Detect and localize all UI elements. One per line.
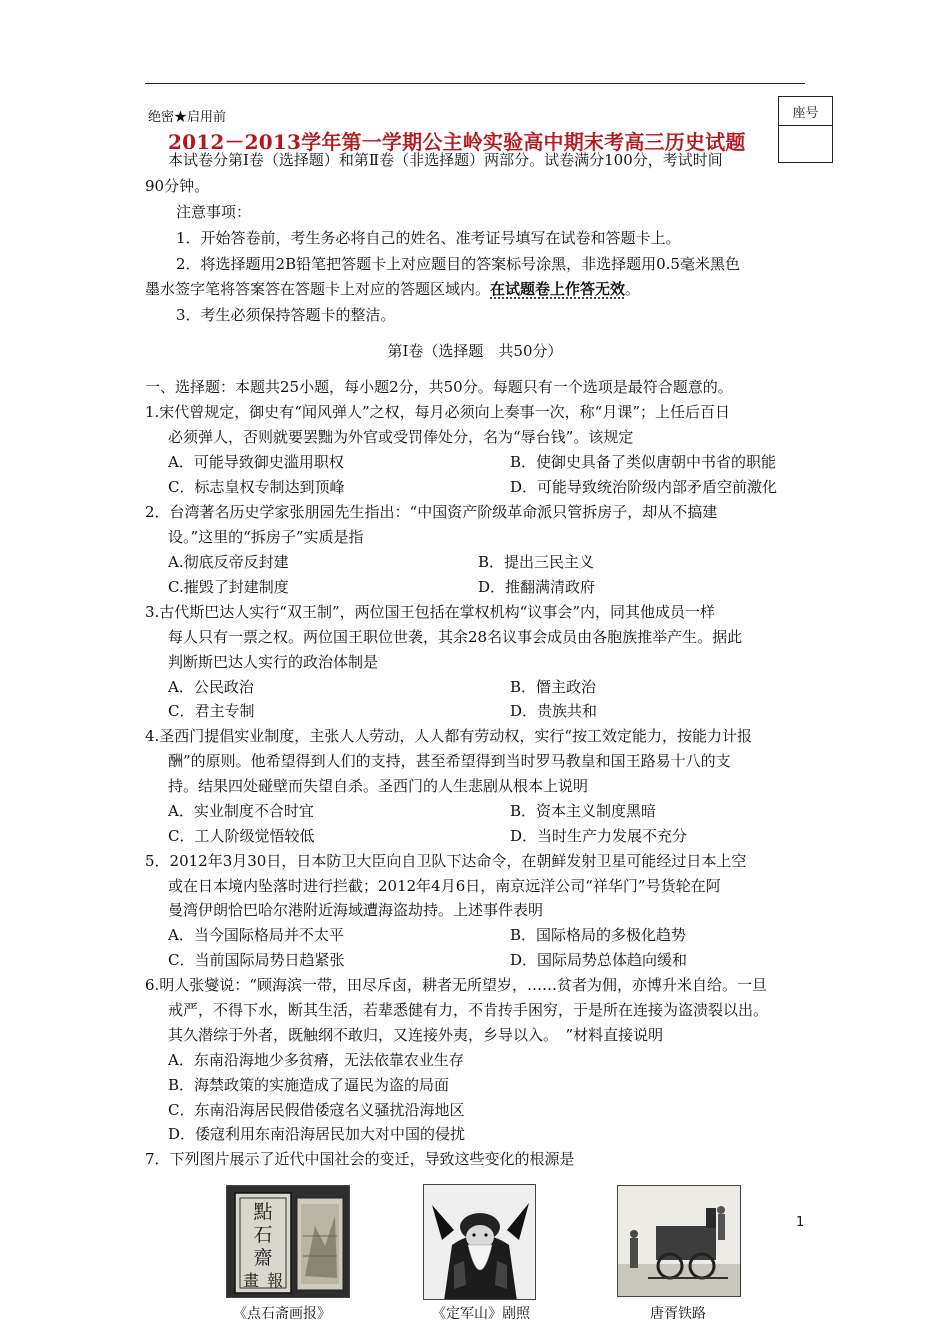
note-2-emphasis: 在试题卷上作答无效 [490, 280, 626, 298]
q6-stem-2: 戒严，不得下水，断其生活，若辈悉健有力，不肯抟手困穷，于是所在连接为盗溃裂以出。 [168, 1001, 769, 1019]
q1-option-c: C．标志皇权专制达到顶峰 [168, 478, 345, 496]
q5-stem-3: 曼湾伊朗恰巴哈尔港附近海域遭海盗劫持。上述事件表明 [168, 901, 544, 919]
q6-option-a: A．东南沿海地少多贫瘠，无法依靠农业生存 [168, 1051, 464, 1069]
q2-option-a: A.彻底反帝反封建 [168, 553, 289, 571]
q4-option-c: C．工人阶级觉悟较低 [168, 827, 315, 845]
note-2-end: 。 [625, 280, 641, 298]
q1-option-b: B．使御史具备了类似唐朝中书省的职能 [510, 453, 777, 471]
seat-label: 座号 [792, 106, 819, 121]
q4-option-d: D．当时生产力发展不充分 [510, 827, 688, 845]
q6-stem-1: 6.明人张燮说：“顾海滨一带，田尽斥卤，耕者无所望岁，……贫者为佣，亦博升米自给。一旦 [145, 976, 767, 994]
q5-option-c: C．当前国际局势日趋紧张 [168, 951, 345, 969]
note-2-text: 墨水签字笔将答案答在答题卡上对应的答题区域内。 [145, 280, 491, 298]
q5-option-d: D．国际局势总体趋向缓和 [510, 951, 688, 969]
note-2-line-2 [145, 279, 640, 299]
q1-stem-2: 必须弹人，否则就要罢黜为外官或受罚俸处分，名为“辱台钱”。该规定 [168, 428, 634, 446]
q4-stem-2: 酬”的原则。他希望得到人们的支持，甚至希望得到当时罗马教皇和国王路易十八的支 [168, 752, 731, 770]
dianshizhai-pictorial-drawing [227, 1186, 350, 1298]
figure-1-caption: 《点石斋画报》 [233, 1306, 331, 1322]
header-rule [145, 83, 805, 84]
tangxu-railway-image [617, 1185, 741, 1297]
q1-option-d: D．可能导致统治阶级内部矛盾空前激化 [510, 478, 778, 496]
q6-stem-3: 其久潜综于外者，既触纲不敢归，又连接外夷，乡导以入。 ”材料直接说明 [168, 1026, 664, 1044]
section-title: 第Ⅰ卷（选择题 共50分） [387, 342, 563, 360]
confidential-mark: 绝密★启用前 [148, 110, 227, 125]
q2-stem-2: 设。”这里的“拆房子”实质是指 [168, 528, 364, 546]
sign-char-5: 報 [266, 1271, 284, 1290]
figure-2-caption: 《定军山》剧照 [432, 1306, 530, 1322]
intro-line-2: 90分钟。 [145, 177, 210, 195]
q5-stem-1: 5．2012年3月30日，日本防卫大臣向自卫队下达命令，在朝鲜发射卫星可能经过日本上空 [145, 852, 747, 870]
q2-stem-1: 2．台湾著名历史学家张朋园先生指出：“中国资产阶级革命派只管拆房子，却从不搞建 [145, 503, 718, 521]
q6-option-d: D．倭寇利用东南沿海居民加大对中国的侵扰 [168, 1125, 466, 1143]
q3-stem-3: 判断斯巴达人实行的政治体制是 [168, 653, 379, 671]
q3-option-c: C．君主专制 [168, 702, 255, 720]
q2-option-d: D．推翻满清政府 [478, 578, 596, 596]
q3-option-d: D．贵族共和 [510, 702, 598, 720]
q6-option-b: B．海禁政策的实施造成了逼民为盗的局面 [168, 1076, 450, 1094]
notes-title: 注意事项： [176, 203, 252, 221]
figure-3-caption: 唐胥铁路 [650, 1306, 706, 1322]
note-1: 1．开始答卷前，考生务必将自己的姓名、准考证号填写在试卷和答题卡上。 [176, 229, 681, 247]
dingjunshan-still-image [423, 1184, 536, 1300]
q2-option-b: B．提出三民主义 [478, 553, 595, 571]
seat-number-box [778, 96, 833, 163]
dingjunshan-still-drawing [424, 1185, 536, 1300]
q5-option-a: A．当今国际格局并不太平 [168, 926, 344, 944]
sign-char-3: 齋 [253, 1247, 273, 1269]
sign-char-1: 點 [253, 1201, 273, 1223]
tangxu-railway-drawing [618, 1186, 741, 1297]
q4-stem-3: 持。结果四处碰壁而失望自杀。圣西门的人生悲剧从根本上说明 [168, 777, 589, 795]
note-3: 3．考生必须保持答题卡的整洁。 [176, 306, 396, 324]
q3-stem-1: 3.古代斯巴达人实行“双王制”，两位国王包括在掌权机构“议事会”内，同其他成员一样 [145, 603, 715, 621]
q7-stem-1: 7．下列图片展示了近代中国社会的变迁，导致这些变化的根源是 [145, 1150, 575, 1168]
sign-char-4: 畫 [242, 1271, 260, 1290]
dianshizhai-pictorial-image [226, 1185, 350, 1298]
page-number: 1 [796, 1215, 805, 1230]
q3-option-b: B．僭主政治 [510, 678, 597, 696]
note-2-line-1: 2．将选择题用2B铅笔把答题卡上对应题目的答案标号涂黑，非选择题用0.5毫米黑色 [176, 255, 740, 273]
q4-option-b: B．资本主义制度黑暗 [510, 802, 657, 820]
q1-option-a: A．可能导致御史滥用职权 [168, 453, 344, 471]
intro-line-1: 本试卷分第Ⅰ卷（选择题）和第Ⅱ卷（非选择题）两部分。试卷满分100分，考试时间 [168, 151, 723, 169]
q6-option-c: C．东南沿海居民假借倭寇名义骚扰沿海地区 [168, 1101, 465, 1119]
sign-char-2: 石 [253, 1224, 273, 1246]
seat-box-divider [779, 125, 832, 126]
q5-option-b: B．国际格局的多极化趋势 [510, 926, 687, 944]
q3-stem-2: 每人只有一票之权。两位国王职位世袭，其余28名议事会成员由各胞族推举产生。据此 [168, 628, 743, 646]
q5-stem-2: 或在日本境内坠落时进行拦截；2012年4月6日，南京远洋公司“祥华门”号货轮在阿 [168, 877, 721, 895]
section-instruction: 一、选择题：本题共25小题，每小题2分，共50分。每题只有一个选项是最符合题意的。 [145, 378, 733, 396]
q1-stem-1: 1.宋代曾规定，御史有“闻风弹人”之权，每月必须向上奏事一次，称“月课”；上任后百日 [145, 403, 730, 421]
q3-option-a: A．公民政治 [168, 678, 254, 696]
q4-stem-1: 4.圣西门提倡实业制度，主张人人劳动，人人都有劳动权，实行“按工效定能力，按能力计报 [145, 727, 752, 745]
q4-option-a: A．实业制度不合时宜 [168, 802, 314, 820]
exam-title: 2012－2013学年第一学期公主岭实验高中期末考高三历史试题 [168, 130, 746, 154]
q2-option-c: C.摧毁了封建制度 [168, 578, 289, 596]
